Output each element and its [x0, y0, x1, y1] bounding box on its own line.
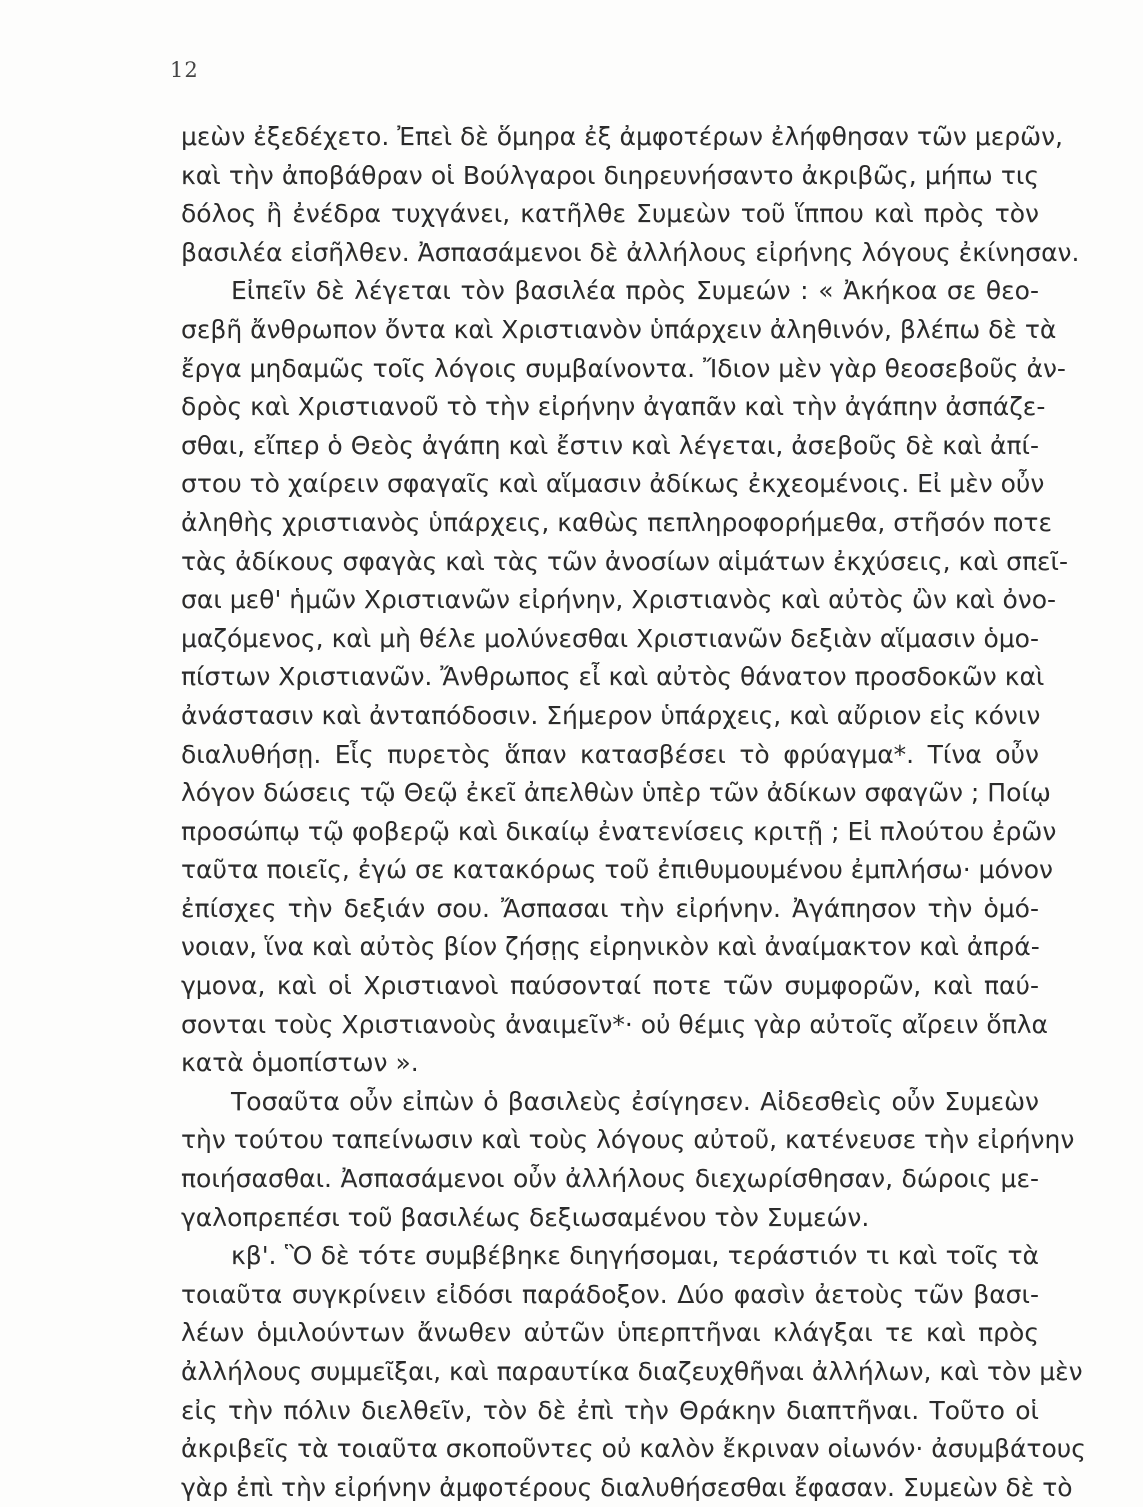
text-line: λέων ὁμιλούντων ἄνωθεν αὐτῶν ὑπερπτῆναι κλάγξαι τε καὶ πρὸς [181, 1318, 1039, 1348]
text-line: κατὰ ὁμοπίστων ». [181, 1048, 419, 1078]
text-line: ἐπίσχες τὴν δεξιάν σου. Ἄσπασαι τὴν εἰρήνην. Ἀγάπησον τὴν ὁμό- [181, 893, 1039, 923]
text-line: ἀλλήλους συμμεῖξαι, καὶ παραυτίκα διαζευχθῆναι ἀλλήλων, καὶ τὸν μὲν [181, 1357, 1083, 1386]
text-line: τὰς ἀδίκους σφαγὰς καὶ τὰς τῶν ἀνοσίων αἱμάτων ἐκχύσεις, καὶ σπεῖ- [181, 546, 1069, 576]
text-line: διαλυθήσῃ. Εἷς πυρετὸς ἅπαν κατασβέσει τὸ φρύαγμα*. Τίνα οὖν [181, 739, 1039, 769]
text-line: ποιήσασθαι. Ἀσπασάμενοι οὖν ἀλλήλους διεχωρίσθησαν, δώροις με- [181, 1164, 1039, 1194]
text-line: ἔργα μηδαμῶς τοῖς λόγοις συμβαίνοντα. Ἴδιον μὲν γὰρ θεοσεβοῦς ἀν- [181, 353, 1066, 383]
text-line: τοιαῦτα συγκρίνειν εἰδόσι παράδοξον. Δύο φασὶν ἀετοὺς τῶν βασι- [181, 1279, 1039, 1309]
text-line: καὶ τὴν ἀποβάθραν οἱ Βούλγαροι διηρευνήσαντο ἀκριβῶς, μήπω τις [181, 160, 1039, 190]
body-text [181, 118, 1086, 1507]
text-line: Εἰπεῖν δὲ λέγεται τὸν βασιλέα πρὸς Συμεών : « Ἀκήκοα σε θεο- [231, 276, 1039, 306]
text-line: μεὼν ἐξεδέχετο. Ἐπεὶ δὲ ὅμηρα ἐξ ἀμφοτέρων ἐλήφθησαν τῶν μερῶν, [181, 122, 1063, 151]
text-line: δρὸς καὶ Χριστιανοῦ τὸ τὴν εἰρήνην ἀγαπᾶν καὶ τὴν ἀγάπην ἀσπάζε- [181, 392, 1046, 422]
text-line: τὴν τούτου ταπείνωσιν καὶ τοὺς λόγους αὐτοῦ, κατένευσε τὴν εἰρήνην [181, 1125, 1075, 1155]
page-number: 12 [170, 58, 199, 82]
text-line: νοιαν, ἵνα καὶ αὐτὸς βίον ζήσῃς εἰρηνικὸν καὶ ἀναίμακτον καὶ ἀπρά- [181, 932, 1040, 962]
text-line: σθαι, εἴπερ ὁ Θεὸς ἀγάπη καὶ ἔστιν καὶ λέγεται, ἀσεβοῦς δὲ καὶ ἀπί- [181, 430, 1039, 460]
text-line: δόλος ἢ ἐνέδρα τυχγάνει, κατῆλθε Συμεὼν τοῦ ἵππου καὶ πρὸς τὸν [181, 199, 1039, 229]
text-line: σεβῆ ἄνθρωπον ὄντα καὶ Χριστιανὸν ὑπάρχειν ἀληθινόν, βλέπω δὲ τὰ [181, 314, 1057, 344]
text-line: πίστων Χριστιανῶν. Ἄνθρωπος εἶ καὶ αὐτὸς θάνατον προσδοκῶν καὶ [181, 662, 1045, 692]
text-line: σαι μεθ' ἡμῶν Χριστιανῶν εἰρήνην, Χριστιανὸς καὶ αὐτὸς ὢν καὶ ὀνο- [181, 585, 1057, 615]
text-line: λόγον δώσεις τῷ Θεῷ ἐκεῖ ἀπελθὼν ὑπὲρ τῶν ἀδίκων σφαγῶν ; Ποίῳ [181, 778, 1051, 808]
text-line: ἀνάστασιν καὶ ἀνταπόδοσιν. Σήμερον ὑπάρχεις, καὶ αὔριον εἰς κόνιν [181, 700, 1041, 730]
text-line: προσώπῳ τῷ φοβερῷ καὶ δικαίῳ ἐνατενίσεις κριτῇ ; Εἰ πλούτου ἐρῶν [181, 816, 1057, 846]
text-line: Τοσαῦτα οὖν εἰπὼν ὁ βασιλεὺς ἐσίγησεν. Αἰδεσθεὶς οὖν Συμεὼν [231, 1086, 1039, 1116]
text-line: ἀκριβεῖς τὰ τοιαῦτα σκοποῦντες οὐ καλὸν ἔκριναν οἰωνόν· ἀσυμβάτους [181, 1434, 1086, 1464]
text-line: ταῦτα ποιεῖς, ἐγώ σε κατακόρως τοῦ ἐπιθυμουμένου ἐμπλήσω· μόνον [181, 855, 1054, 885]
text-line: στου τὸ χαίρειν σφαγαῖς καὶ αἵμασιν ἀδίκως ἐκχεομένοις. Εἰ μὲν οὖν [181, 469, 1045, 499]
text-line: γαλοπρεπέσι τοῦ βασιλέως δεξιωσαμένου τὸν Συμεών. [181, 1202, 870, 1232]
text-line: γμονα, καὶ οἱ Χριστιανοὶ παύσονταί ποτε τῶν συμφορῶν, καὶ παύ- [181, 971, 1039, 1001]
text-line: μαζόμενος, καὶ μὴ θέλε μολύνεσθαι Χριστιανῶν δεξιὰν αἵμασιν ὁμο- [181, 623, 1039, 653]
text-line: βασιλέα εἰσῆλθεν. Ἀσπασάμενοι δὲ ἀλλήλους εἰρήνης λόγους ἐκίνησαν. [181, 237, 1080, 267]
text-line: σονται τοὺς Χριστιανοὺς ἀναιμεῖν*· οὐ θέμις γὰρ αὐτοῖς αἴρειν ὅπλα [181, 1009, 1049, 1039]
text-line: κβ'. Ὃ δὲ τότε συμβέβηκε διηγήσομαι, τεράστιόν τι καὶ τοῖς τὰ [231, 1241, 1039, 1271]
text-line: γὰρ ἐπὶ τὴν εἰρήνην ἀμφοτέρους διαλυθήσεσθαι ἔφασαν. Συμεὼν δὲ τὸ [181, 1472, 1073, 1502]
text-line: ἀληθὴς χριστιανὸς ὑπάρχεις, καθὼς πεπληροφορήμεθα, στῆσόν ποτε [181, 507, 1052, 537]
text-line: εἰς τὴν πόλιν διελθεῖν, τὸν δὲ ἐπὶ τὴν Θράκην διαπτῆναι. Τοῦτο οἱ [181, 1395, 1039, 1425]
